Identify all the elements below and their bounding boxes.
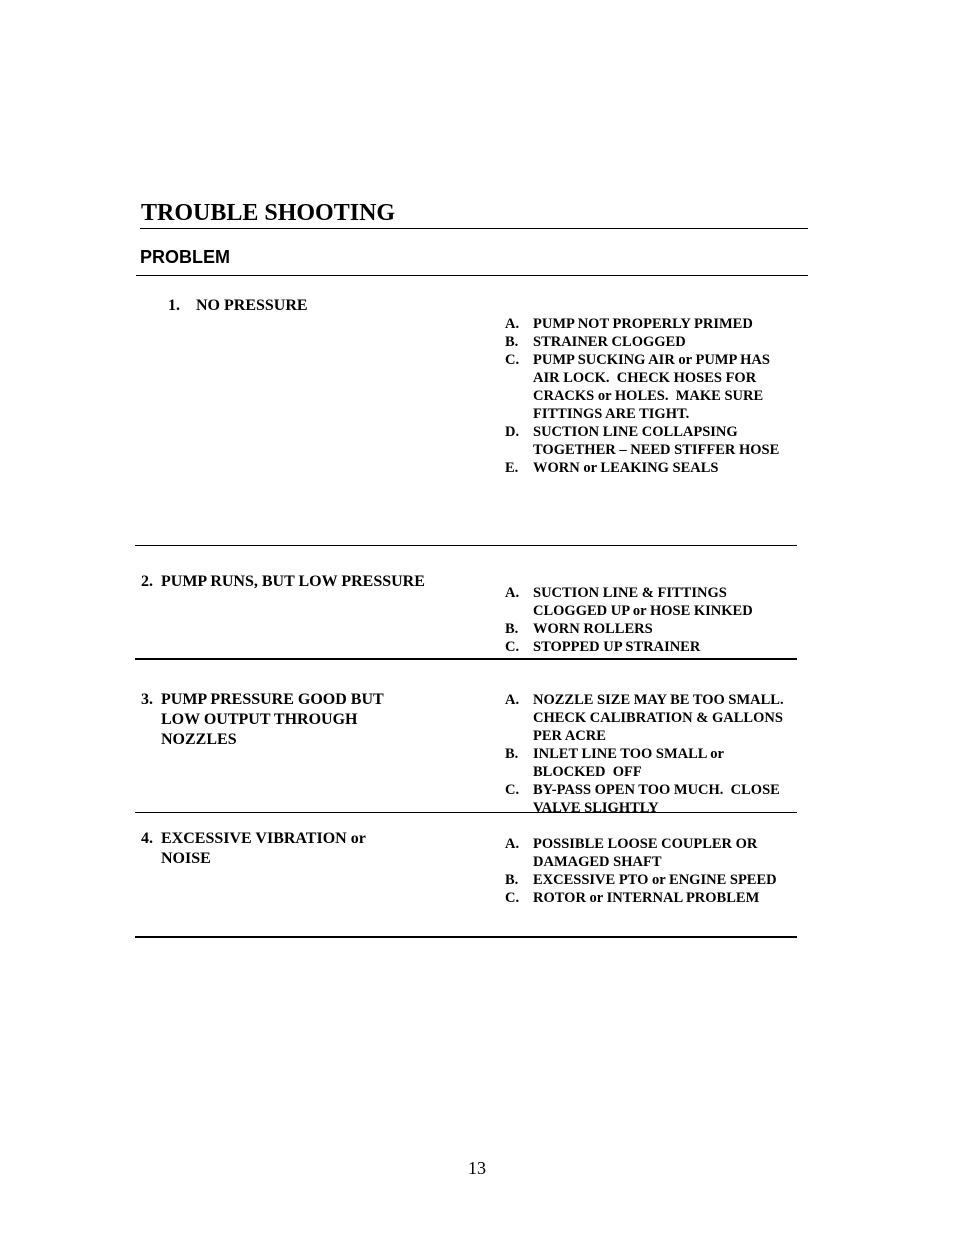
cause-letter: B. [505, 746, 519, 762]
cause-4b [505, 871, 777, 889]
heading-rule [136, 275, 808, 276]
cause-letter: C. [505, 352, 520, 368]
cause-text: BY-PASS OPEN TOO MUCH. CLOSE VALVE SLIGHTLY [533, 782, 780, 812]
problem-4: 4. EXCESSIVE VIBRATION or NOISE [141, 830, 366, 867]
causes-list-3 [505, 691, 825, 812]
page-title: TROUBLE SHOOTING [141, 200, 396, 226]
cause-letter: A. [505, 585, 520, 601]
cause-3c [505, 781, 825, 812]
cause-2a [505, 584, 753, 620]
cause-letter: C. [505, 890, 520, 906]
cause-3b [505, 745, 825, 781]
causes-list-1 [505, 315, 779, 477]
cause-letter: D. [505, 424, 520, 440]
cause-4a [505, 835, 777, 871]
section-2-rule [135, 658, 797, 660]
cause-text: PUMP NOT PROPERLY PRIMED [533, 316, 753, 332]
cause-text: WORN or LEAKING SEALS [533, 460, 719, 476]
title-rule [140, 228, 808, 229]
cause-1d [505, 423, 779, 459]
cause-2c [505, 638, 753, 656]
cause-letter: C. [505, 639, 520, 655]
cause-letter: B. [505, 621, 519, 637]
cause-3a [505, 691, 825, 745]
cause-1b [505, 333, 779, 351]
page-number: 13 [468, 1158, 486, 1178]
cause-letter: A. [505, 316, 520, 332]
cause-text: POSSIBLE LOOSE COUPLER OR DAMAGED SHAFT [533, 836, 758, 870]
problem-2: 2. PUMP RUNS, BUT LOW PRESSURE [141, 573, 425, 590]
cause-text: SUCTION LINE & FITTINGS CLOGGED UP or HOSE KINKED [533, 585, 753, 619]
section-heading: PROBLEM [140, 247, 230, 267]
section-1-rule [135, 545, 797, 546]
cause-text: STRAINER CLOGGED [533, 334, 686, 350]
cause-1e [505, 459, 779, 477]
section-3-rule [135, 812, 797, 813]
cause-2b [505, 620, 753, 638]
cause-letter: A. [505, 692, 520, 708]
cause-text: EXCESSIVE PTO or ENGINE SPEED [533, 872, 777, 888]
cause-text: INLET LINE TOO SMALL or BLOCKED OFF [533, 746, 724, 780]
cause-text: WORN ROLLERS [533, 621, 653, 637]
cause-letter: B. [505, 872, 519, 888]
cause-text: NOZZLE SIZE MAY BE TOO SMALL. CHECK CALIBRATION & GALLONS PER ACRE [533, 692, 784, 744]
cause-letter: A. [505, 836, 520, 852]
cause-letter: B. [505, 334, 519, 350]
cause-letter: E. [505, 460, 519, 476]
cause-1a [505, 315, 779, 333]
problem-3: 3. PUMP PRESSURE GOOD BUT LOW OUTPUT THROUGH NOZZLES [141, 691, 384, 748]
cause-text: STOPPED UP STRAINER [533, 639, 701, 655]
section-4-rule [135, 936, 797, 938]
causes-list-2 [505, 584, 753, 656]
cause-text: SUCTION LINE COLLAPSING TOGETHER – NEED STIFFER HOSE [533, 424, 780, 458]
cause-text: ROTOR or INTERNAL PROBLEM [533, 890, 760, 906]
cause-text: PUMP SUCKING AIR or PUMP HAS AIR LOCK. CHECK HOSES FOR CRACKS or HOLES. MAKE SURE FITTINGS ARE TIGHT. [533, 352, 770, 422]
problem-1: 1. NO PRESSURE [168, 297, 308, 314]
cause-4c [505, 889, 777, 907]
cause-letter: C. [505, 782, 520, 798]
causes-list-4 [505, 835, 777, 907]
cause-1c [505, 351, 779, 423]
